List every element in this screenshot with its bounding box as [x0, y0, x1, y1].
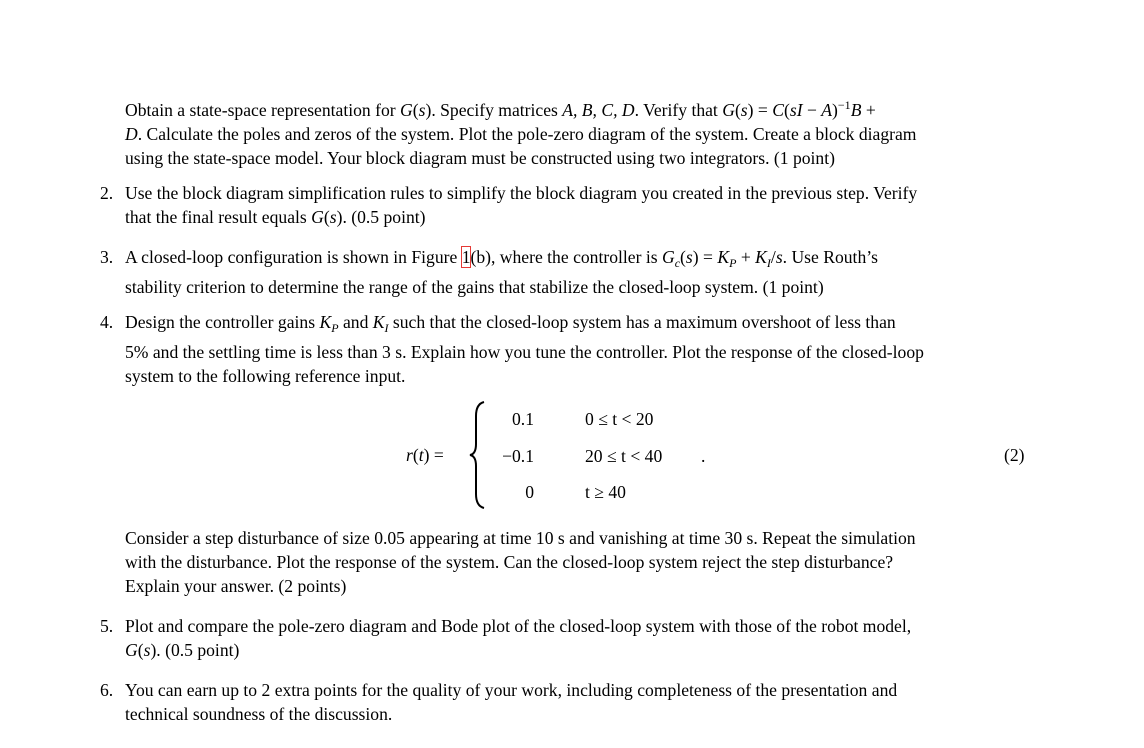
item-1-text — [125, 93, 1028, 170]
item-2-number: 2. — [100, 183, 114, 203]
equation-condition-2: 20 ≤ t < 40 — [585, 446, 663, 466]
item-1-line-1: Obtain a state-space representation for G(s). Specify matrices A, B, C, D. Verify that G(s) = C(sI − A)$^{-1}$B + — [125, 98, 876, 120]
item-2-line-1: Use the block diagram simplification rules to simplify the block diagram you created in the previous step. Verify — [125, 183, 918, 203]
item-4-number: 4. — [100, 312, 114, 332]
left-brace-icon — [468, 400, 488, 510]
item-4-text — [125, 310, 1028, 388]
equation-end-dot: . — [701, 446, 706, 466]
item-4-line-1: Design the controller gains $K_P$ and $K_I$ such that the closed-loop system has a maximum overshoot of less than — [125, 312, 896, 335]
item-4-line-2: 5% and the settling time is less than 3 s. Explain how you tune the controller. Plot the response of the closed-loop — [125, 342, 924, 362]
item-5-line-1: Plot and compare the pole-zero diagram and Bode plot of the closed-loop system with those of the robot model, — [125, 616, 912, 636]
item-3-text — [125, 245, 1028, 299]
disturbance-paragraph — [125, 526, 1028, 598]
item-1-line-2: D. Calculate the poles and zeros of the system. Plot the pole-zero diagram of the system. Create a block diagram — [125, 124, 917, 144]
item-5-line-2: G(s). (0.5 point) — [125, 640, 240, 660]
item-5-text — [125, 614, 1028, 662]
equation-condition-1: 0 ≤ t < 20 — [585, 409, 654, 429]
equation-condition-3: t ≥ 40 — [585, 482, 626, 502]
item-5-number: 5. — [100, 616, 114, 636]
item-4-line-3: system to the following reference input. — [125, 366, 406, 386]
item-3-line-1: A closed-loop configuration is shown in Figure 1(b), where the controller is $G_c(s) = K_P + K_I/s$. Use Routh’s — [125, 247, 878, 270]
item-1-line-3: using the state-space model. Your block diagram must be constructed using two integrators. (1 point) — [125, 148, 835, 168]
item-2-text — [125, 181, 1028, 229]
equation-value-3: 0 — [525, 482, 534, 502]
equation-value-2: −0.1 — [502, 446, 534, 466]
item-3-line-2: stability criterion to determine the range of the gains that stabilize the closed-loop system. (1 point) — [125, 277, 824, 297]
equation-value-1: 0.1 — [512, 409, 534, 429]
equation-lhs: r(t) = — [406, 445, 444, 465]
figure-reference-link[interactable]: 1 — [461, 247, 471, 267]
item-6-line-2: technical soundness of the discussion. — [125, 704, 393, 724]
item-3-number: 3. — [100, 247, 114, 267]
item-2-line-2: that the final result equals G(s). (0.5 point) — [125, 207, 426, 227]
item-6-number: 6. — [100, 680, 114, 700]
item-6-line-1: You can earn up to 2 extra points for the quality of your work, including completeness of the presentation and — [125, 680, 898, 700]
disturbance-line-1: Consider a step disturbance of size 0.05 appearing at time 10 s and vanishing at time 30 s. Repeat the simulation — [125, 528, 916, 548]
equation-number: (2) — [1004, 445, 1025, 465]
disturbance-line-2: with the disturbance. Plot the response of the system. Can the closed-loop system reject the step disturbance? — [125, 552, 894, 572]
disturbance-line-3: Explain your answer. (2 points) — [125, 576, 347, 596]
item-6-text — [125, 678, 1028, 726]
